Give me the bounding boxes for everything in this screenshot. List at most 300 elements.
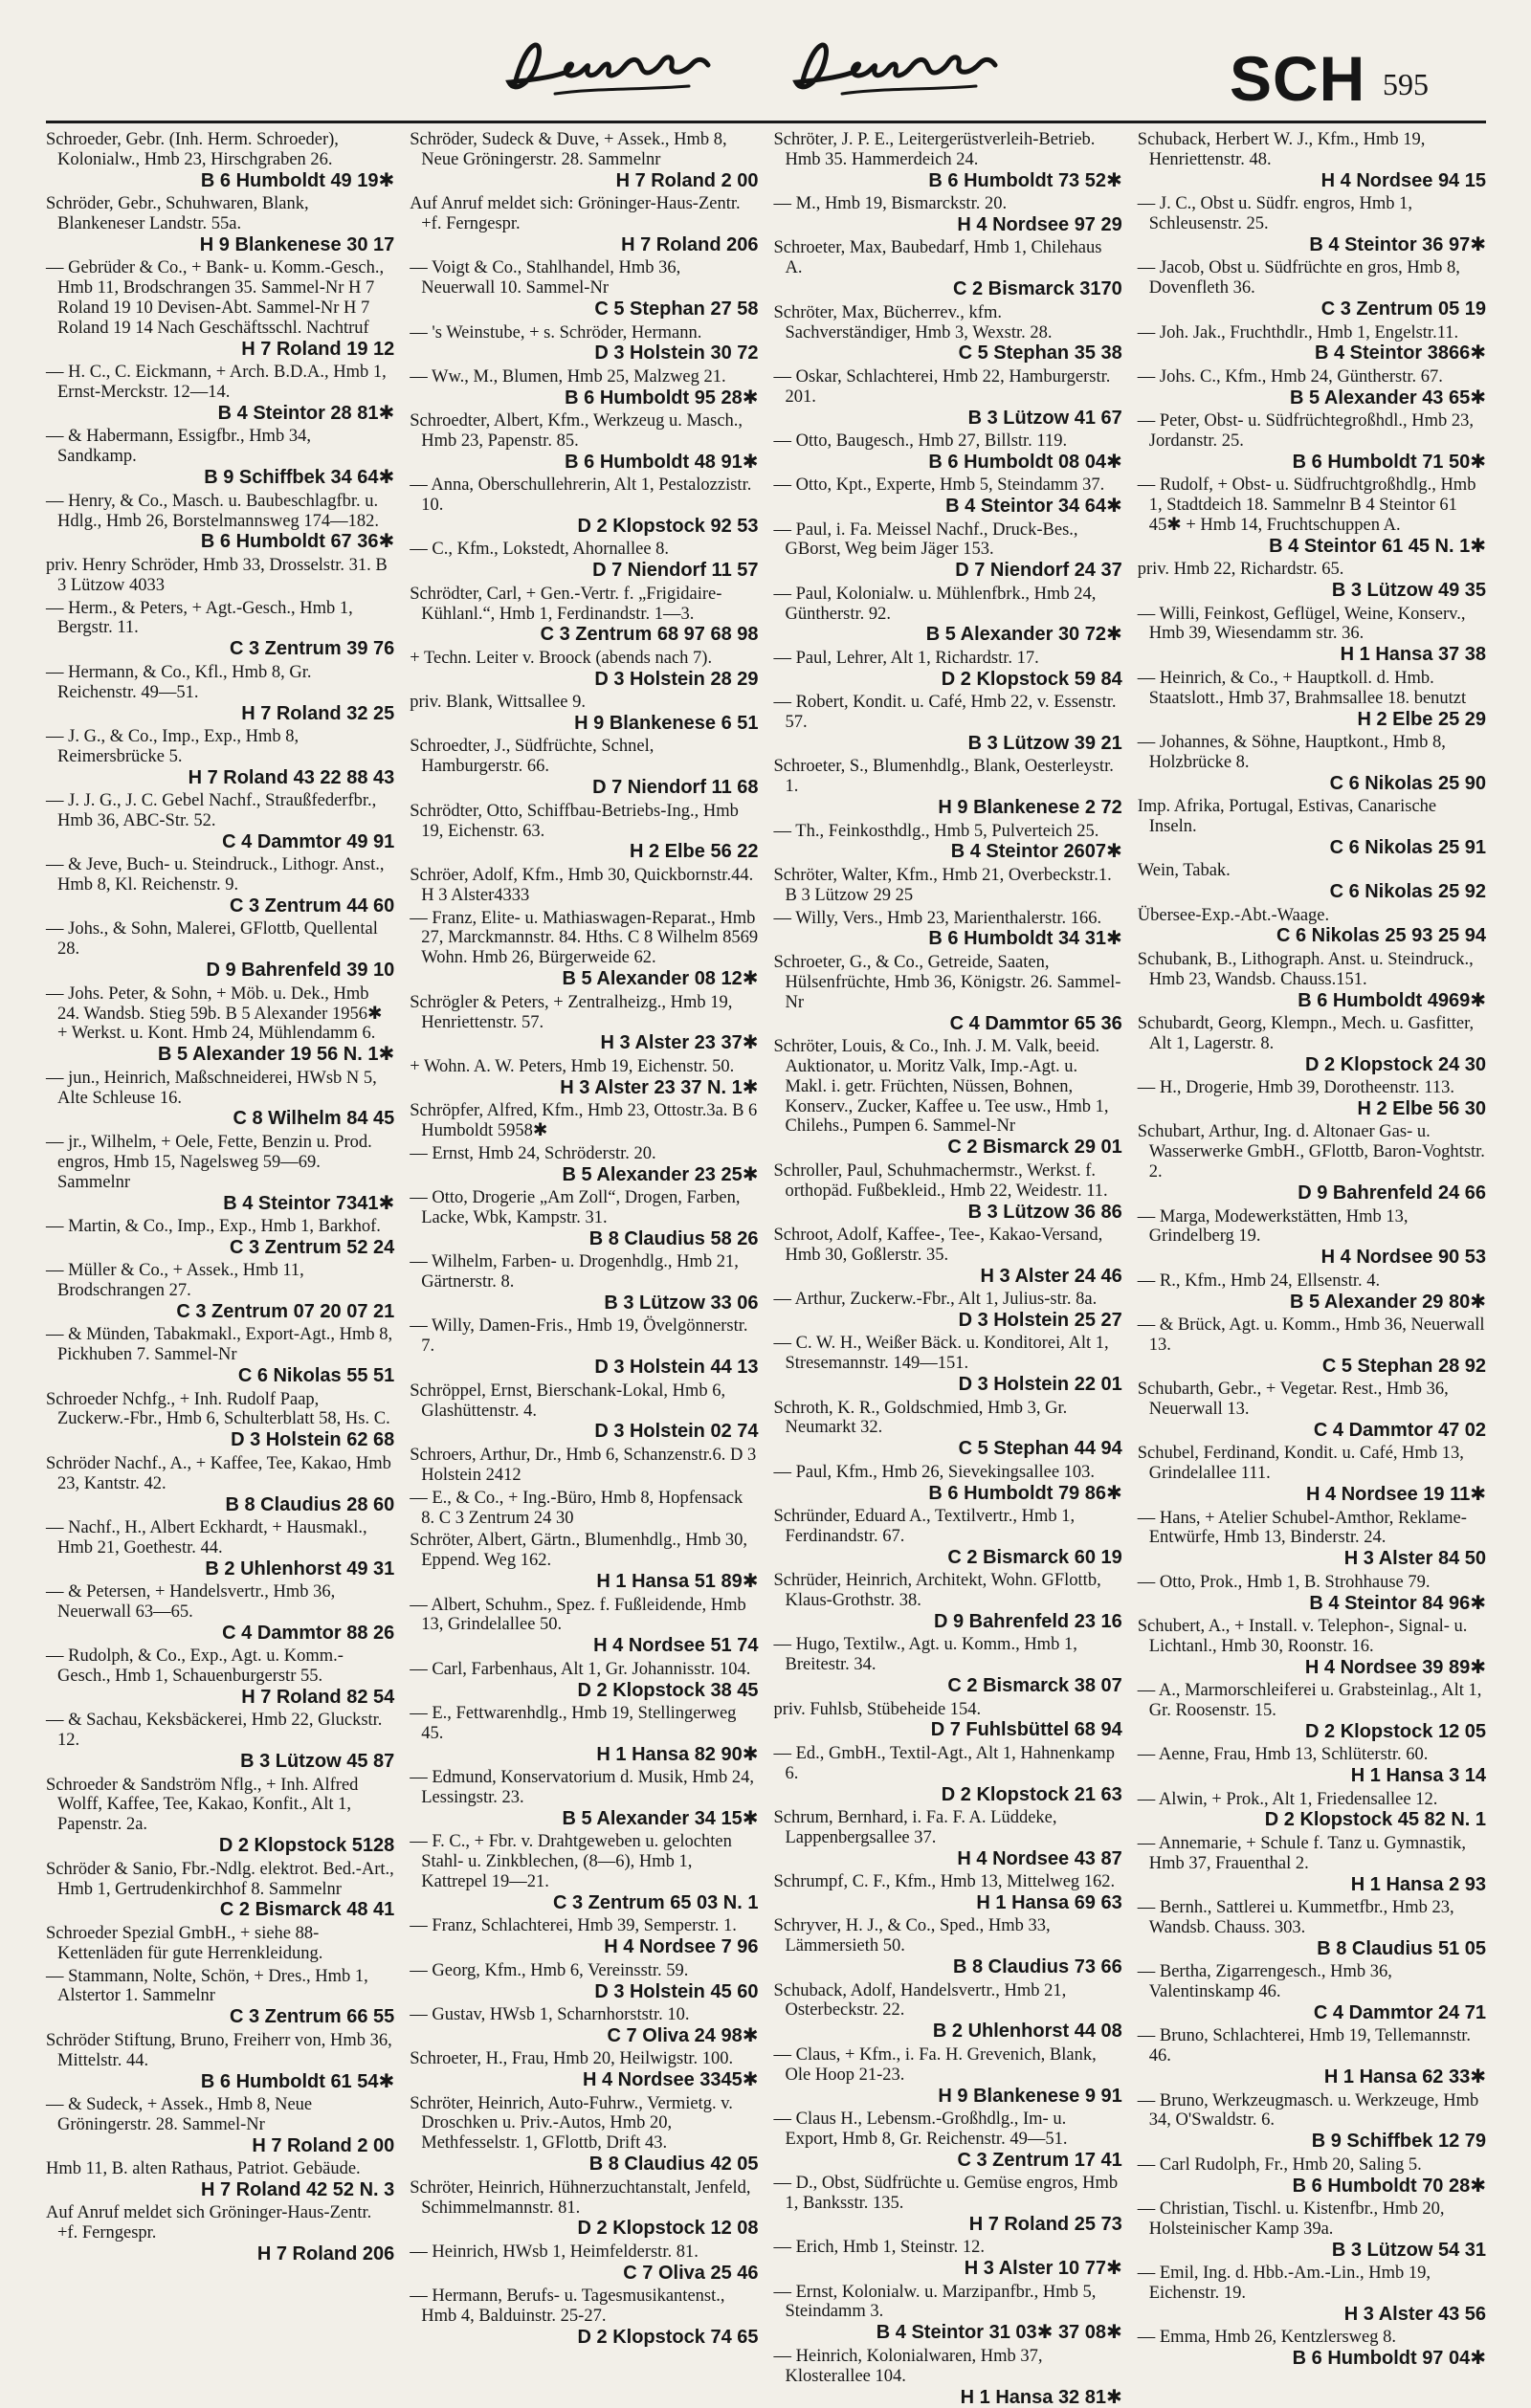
directory-entry — [46, 194, 394, 255]
entry-text: — Willi, Feinkost, Geflügel, Weine, Konserv., Hmb 39, Wiesendamm str. 36. — [1137, 604, 1466, 644]
entry-phone: D 3 Holstein 30 72 — [594, 342, 759, 365]
entry-phone: C 5 Stephan 35 38 — [958, 342, 1122, 365]
entry-phone: C 2 Bismarck 29 01 — [947, 1137, 1122, 1159]
directory-entry — [410, 1101, 758, 1141]
directory-entry — [1138, 1834, 1486, 1895]
entry-phone: H 9 Blankenese 6 51 — [574, 713, 759, 735]
directory-entry — [774, 2347, 1122, 2408]
entry-text: Schröter, Louis, & Co., Inh. J. M. Valk, beeid. Auktionator, u. Moritz Valk, Imp.-Agt. u. Makl. i. getr. Früchten, Nüssen, Bohnen, Konserv., Zucker, Kaffee u. Tee usw., Hmb 1, Chilehs., Pumpen 6. Sammel-Nr — [773, 1036, 1109, 1137]
directory-entry — [1138, 1790, 1486, 1831]
entry-phone: D 2 Klopstock 24 30 — [1305, 1053, 1486, 1075]
directory-entry — [410, 1446, 758, 1486]
entry-text: — & Jeve, Buch- u. Steindruck., Lithogr. Anst., Hmb 8, Kl. Reichenstr. 9. — [46, 855, 385, 895]
entry-text: Schröppel, Ernst, Bierschank-Lokal, Hmb 6, Glashüttenstr. 4. — [410, 1381, 726, 1421]
directory-columns — [46, 130, 1486, 2408]
entry-text: — Aenne, Frau, Hmb 13, Schlüterstr. 60. — [1137, 1745, 1429, 1765]
directory-entry — [774, 1507, 1122, 1568]
entry-text: — Johannes, & Söhne, Hauptkont., Hmb 8, Holzbrücke 8. — [1137, 732, 1446, 772]
directory-entry — [774, 1916, 1122, 1977]
directory-entry — [1138, 1271, 1486, 1313]
entry-text: — Hermann, & Co., Kfl., Hmb 8, Gr. Reichenstr. 49—51. — [46, 662, 312, 702]
directory-entry — [410, 2005, 758, 2046]
entry-phone: H 2 Elbe 25 29 — [1357, 708, 1486, 730]
directory-entry — [46, 1390, 394, 1451]
entry-phone: C 2 Bismarck 38 07 — [947, 1675, 1122, 1697]
entry-text: — Arthur, Zuckerw.-Fbr., Alt 1, Julius-str. 8a. — [773, 1290, 1098, 1310]
directory-entry — [410, 1252, 758, 1314]
entry-text: — Ed., GmbH., Textil-Agt., Alt 1, Hahnenkamp 6. — [773, 1743, 1116, 1783]
entry-phone: H 7 Roland 206 — [256, 2243, 395, 2265]
directory-entry — [774, 2238, 1122, 2279]
entry-phone: H 1 Hansa 32 81✱ — [960, 2386, 1122, 2408]
directory-entry — [1138, 1617, 1486, 1678]
directory-entry — [410, 1489, 758, 1529]
entry-text: Schuback, Adolf, Handelsvertr., Hmb 21, Osterbeckstr. 22. — [773, 1980, 1067, 2021]
entry-phone: B 3 Lützow 41 67 — [967, 407, 1122, 429]
directory-entry — [410, 1832, 758, 1913]
entry-text: — Otto, Prok., Hmb 1, B. Strohhause 79. — [1137, 1572, 1431, 1592]
entry-phone: C 3 Zentrum 66 55 — [229, 2006, 395, 2028]
directory-entry — [410, 2049, 758, 2090]
entry-text: Schröter, Max, Bücherrev., kfm. Sachverständiger, Hmb 3, Wexstr. 28. — [773, 302, 1053, 342]
entry-phone: B 6 Humboldt 4969✱ — [1298, 989, 1486, 1011]
entry-phone: B 3 Lützow 49 35 — [1331, 580, 1486, 602]
directory-entry — [1138, 2026, 1486, 2088]
directory-entry — [410, 1916, 758, 1957]
entry-phone: C 3 Zentrum 07 20 07 21 — [176, 1300, 395, 1322]
directory-entry — [410, 1057, 758, 1098]
entry-text: — Otto, Drogerie „Am Zoll“, Drogen, Farben, Lacke, Wbk, Kampstr. 31. — [410, 1188, 741, 1228]
directory-entry — [774, 2174, 1122, 2235]
entry-text: — Gustav, HWsb 1, Scharnhorststr. 10. — [410, 2004, 690, 2024]
entry-phone: H 1 Hansa 82 90✱ — [596, 1743, 759, 1765]
entry-text: Auf Anruf meldet sich: Gröninger-Haus-Zentr. +f. Ferngespr. — [410, 194, 741, 234]
directory-entry — [774, 1808, 1122, 1869]
directory-entry — [1138, 130, 1486, 191]
entry-text: priv. Blank, Wittsallee 9. — [410, 693, 586, 713]
entry-text: + Techn. Leiter v. Broock (abends nach 7). — [410, 648, 713, 668]
entry-phone: H 1 Hansa 51 89✱ — [596, 1571, 759, 1593]
directory-entry — [1138, 2264, 1486, 2325]
directory-entry — [410, 1188, 758, 1249]
entry-text: + Wohn. A. W. Peters, Hmb 19, Eichenstr. 50. — [410, 1056, 735, 1076]
entry-phone: C 3 Zentrum 17 41 — [957, 2149, 1122, 2171]
entry-text: Schröder, Sudeck & Duve, + Assek., Hmb 8, Neue Gröningerstr. 28. Sammelnr — [410, 130, 727, 169]
entry-text: — J. C., Obst u. Südfr. engros, Hmb 1, Schleusenstr. 25. — [1137, 194, 1413, 234]
directory-entry — [1138, 1509, 1486, 1570]
entry-phone: B 8 Claudius 58 26 — [588, 1227, 759, 1249]
entry-text: Schroeder Spezial GmbH., + siehe 88-Kettenläden für gute Herrenkleidung. — [46, 1923, 323, 1963]
entry-text: priv. Henry Schröder, Hmb 33, Drosselstr. 31. B 3 Lützow 4033 — [46, 555, 388, 595]
entry-text: — J. J. G., J. C. Gebel Nachf., Straußfederfbr., Hmb 36, ABC-Str. 52. — [46, 791, 377, 830]
directory-entry — [410, 737, 758, 798]
directory-entry — [1138, 1207, 1486, 1269]
directory-entry — [1138, 669, 1486, 730]
entry-text: Wein, Tabak. — [1137, 861, 1231, 881]
entry-phone: C 2 Bismarck 60 19 — [947, 1546, 1122, 1568]
directory-entry — [1138, 475, 1486, 557]
directory-entry — [1138, 1681, 1486, 1742]
directory-entry — [410, 1768, 758, 1829]
entry-phone: B 6 Humboldt 49 19✱ — [200, 169, 395, 191]
section-letters: SCH — [1230, 43, 1366, 114]
directory-entry — [410, 909, 758, 990]
entry-phone: C 6 Nikolas 25 93 25 94 — [1276, 925, 1486, 947]
entry-phone: C 3 Zentrum 52 24 — [229, 1236, 395, 1258]
entry-text: — Franz, Schlachterei, Hmb 39, Semperstr. 1. — [410, 1916, 737, 1936]
directory-entry — [46, 1582, 394, 1644]
entry-text: — Rudolph, & Co., Exp., Agt. u. Komm.-Gesch., Hmb 1, Schauenburgerstr 55. — [46, 1646, 344, 1687]
directory-entry — [46, 130, 394, 191]
entry-phone: D 2 Klopstock 45 82 N. 1 — [1264, 1809, 1486, 1831]
entry-phone: H 4 Nordsee 19 11✱ — [1306, 1484, 1486, 1506]
directory-entry — [1138, 323, 1486, 365]
entry-text: — jun., Heinrich, Maßschneiderei, HWsb N 5, Alte Schleuse 16. — [46, 1068, 377, 1108]
entry-text: — Willy, Vers., Hmb 23, Marienthalerstr. 166. — [773, 908, 1102, 928]
entry-text: — 's Weinstube, + s. Schröder, Hermann. — [410, 322, 702, 342]
entry-phone: C 3 Zentrum 44 60 — [229, 895, 395, 917]
entry-phone: C 6 Nikolas 25 92 — [1329, 881, 1486, 903]
entry-phone: H 2 Elbe 56 30 — [1357, 1098, 1486, 1120]
entry-text: — Emil, Ing. d. Hbb.-Am.-Lin., Hmb 19, Eichenstr. 19. — [1137, 2264, 1431, 2304]
entry-text: — & Münden, Tabakmakl., Export-Agt., Hmb 8, Pickhuben 7. Sammel-Nr — [46, 1325, 393, 1365]
directory-entry — [46, 1967, 394, 2028]
entry-text: Schrödter, Carl, + Gen.-Vertr. f. „Frigidaire-Kühlanl.“, Hmb 1, Ferdinandstr. 1—3. — [410, 584, 722, 624]
entry-text: Schubart, Arthur, Ing. d. Altonaer Gas- u. Wasserwerke GmbH., GFlottb, Baron-Voghtstr. 2. — [1137, 1122, 1485, 1182]
entry-text: — Paul, Kolonialw. u. Mühlenfbrk., Hmb 24, Güntherstr. 92. — [773, 584, 1097, 624]
entry-text: — Rudolf, + Obst- u. Südfruchtgroßhdlg., Hmb 1, Stadtdeich 18. Sammelnr B 4 Steintor 61 45✱ + Hmb 14, Fruchtschuppen A. — [1137, 475, 1476, 536]
entry-phone: C 8 Wilhelm 84 45 — [233, 1108, 395, 1130]
entry-text: — Peter, Obst- u. Südfrüchtegroßhdl., Hmb 23, Jordanstr. 25. — [1137, 411, 1474, 451]
column-1 — [46, 130, 394, 2326]
directory-entry — [1138, 194, 1486, 255]
entry-text: — Bruno, Werkzeugmasch. u. Werkzeuge, Hmb 34, O'Swaldstr. 6. — [1137, 2090, 1479, 2131]
entry-phone: D 9 Bahrenfeld 23 16 — [934, 1610, 1122, 1632]
entry-text: — Ernst, Hmb 24, Schröderstr. 20. — [410, 1143, 656, 1163]
directory-entry — [410, 693, 758, 734]
directory-entry — [410, 258, 758, 320]
entry-text: — Georg, Kfm., Hmb 6, Vereinsstr. 59. — [410, 1960, 689, 1980]
directory-entry — [46, 1069, 394, 1130]
directory-entry — [46, 2095, 394, 2156]
entry-text: — Jacob, Obst u. Südfrüchte en gros, Hmb 8, Dovenfleth 36. — [1137, 258, 1460, 298]
directory-entry — [1138, 1962, 1486, 2023]
entry-phone: H 1 Hansa 69 63 — [976, 1892, 1122, 1914]
entry-phone: H 7 Roland 19 12 — [241, 338, 395, 360]
directory-entry — [46, 855, 394, 917]
entry-phone: B 9 Schiffbek 12 79 — [1311, 2131, 1486, 2153]
directory-entry — [46, 427, 394, 488]
entry-phone: C 7 Oliva 24 98✱ — [607, 2024, 759, 2046]
entry-phone: C 5 Stephan 44 94 — [958, 1438, 1122, 1460]
entry-text: Schroeter, H., Frau, Hmb 20, Heilwigstr. 100. — [410, 2049, 734, 2069]
directory-entry — [774, 1037, 1122, 1159]
entry-text: Schröter, J. P. E., Leitergerüstverleih-Betrieb. Hmb 35. Hammerdeich 24. — [773, 130, 1096, 169]
entry-phone: D 2 Klopstock 38 45 — [577, 1679, 759, 1701]
entry-phone: H 9 Blankenese 2 72 — [938, 797, 1122, 819]
directory-entry — [46, 1518, 394, 1580]
page-header — [0, 0, 1531, 124]
entry-phone: B 6 Humboldt 61 54✱ — [200, 2070, 395, 2092]
entry-phone: D 3 Holstein 02 74 — [594, 1421, 759, 1443]
directory-entry — [774, 822, 1122, 863]
directory-entry — [1138, 1444, 1486, 1505]
entry-text: — Stammann, Nolte, Schön, + Dres., Hmb 1, Alstertor 1. Sammelnr — [46, 1966, 368, 2006]
directory-entry — [410, 1531, 758, 1592]
entry-phone: H 7 Roland 25 73 — [968, 2213, 1122, 2235]
entry-text: Schrüder, Heinrich, Architekt, Wohn. GFlottb, Klaus-Grothstr. 38. — [773, 1571, 1101, 1611]
entry-phone: B 6 Humboldt 67 36✱ — [200, 531, 395, 553]
directory-entry — [774, 475, 1122, 517]
entry-text: — Johs., & Sohn, Malerei, GFlottb, Quellental 28. — [46, 919, 378, 960]
directory-entry — [774, 693, 1122, 754]
directory-entry — [774, 953, 1122, 1034]
directory-entry — [410, 130, 758, 191]
directory-entry — [46, 2203, 394, 2264]
entry-text: Schroeter, Max, Baubedarf, Hmb 1, Chilehaus A. — [773, 238, 1102, 278]
entry-text: Übersee-Exp.-Abt.-Waage. — [1137, 905, 1330, 925]
entry-text: Schröpfer, Alfred, Kfm., Hmb 23, Ottostr.3a. B 6 Humboldt 5958✱ — [410, 1101, 758, 1140]
entry-text: Schröder, Gebr., Schuhwaren, Blank, Blankeneser Landstr. 55a. — [46, 194, 309, 234]
entry-phone: B 4 Steintor 31 03✱ 37 08✱ — [876, 2322, 1122, 2344]
entry-text: — Emma, Hmb 26, Kentzlersweg 8. — [1137, 2328, 1396, 2348]
entry-text: — Joh. Jak., Fruchthdlr., Hmb 1, Engelstr.11. — [1137, 322, 1459, 342]
directory-entry — [410, 475, 758, 537]
entry-phone: B 6 Humboldt 97 04✱ — [1292, 2348, 1486, 2370]
entry-phone: D 2 Klopstock 12 08 — [577, 2218, 759, 2240]
entry-text: — Carl, Farbenhaus, Alt 1, Gr. Johannisstr. 104. — [410, 1659, 751, 1679]
directory-entry — [46, 984, 394, 1066]
entry-text: Schubert, A., + Install. v. Telephon-, Signal- u. Lichtanl., Hmb 30, Roonstr. 16. — [1137, 1616, 1468, 1656]
entry-phone: C 6 Nikolas 25 91 — [1329, 836, 1486, 858]
entry-text: — & Brück, Agt. u. Komm., Hmb 36, Neuerwall 13. — [1137, 1314, 1485, 1355]
entry-text: — Edmund, Konservatorium d. Musik, Hmb 24, Lessingstr. 23. — [410, 1768, 754, 1808]
entry-phone: D 7 Niendorf 24 37 — [955, 560, 1122, 582]
entry-phone: B 3 Lützow 39 21 — [967, 732, 1122, 754]
entry-text: — & Habermann, Essigfbr., Hmb 34, Sandkamp. — [46, 427, 311, 467]
entry-text: — Claus H., Lebensm.-Großhdlg., Im- u. Export, Hmb 8, Gr. Reichenstr. 49—51. — [773, 2109, 1068, 2149]
entry-text: Schroers, Arthur, Dr., Hmb 6, Schanzenstr.6. D 3 Holstein 2412 — [410, 1445, 757, 1485]
entry-phone: B 4 Steintor 28 81✱ — [217, 403, 395, 425]
entry-text: — & Sachau, Keksbäckerei, Hmb 22, Gluckstr. 12. — [46, 1711, 383, 1751]
directory-entry — [1138, 1014, 1486, 1075]
directory-entry — [410, 1596, 758, 1657]
entry-phone: H 7 Roland 42 52 N. 3 — [200, 2179, 395, 2200]
entry-phone: C 5 Stephan 27 58 — [594, 298, 759, 320]
entry-text: Schrögler & Peters, + Zentralheizg., Hmb 19, Henriettenstr. 57. — [410, 992, 733, 1032]
directory-entry — [410, 2286, 758, 2348]
entry-text: — F. C., + Fbr. v. Drahtgeweben u. gelochten Stahl- u. Zinkblechen, (8—6), Hmb 1, Kattrepel 19—21. — [410, 1832, 732, 1892]
entry-text: Schröder & Sanio, Fbr.-Ndlg. elektrot. Bed.-Art., Hmb 1, Gertrudenkirchhof 8. Sammelnr — [46, 1859, 394, 1899]
entry-phone: B 4 Steintor 84 96✱ — [1309, 1592, 1486, 1614]
directory-entry — [410, 367, 758, 409]
directory-entry — [1138, 2199, 1486, 2261]
entry-phone: B 5 Alexander 30 72✱ — [925, 624, 1122, 646]
entry-phone: D 7 Fuhlsbüttel 68 94 — [930, 1719, 1122, 1741]
entry-phone: B 2 Uhlenhorst 44 08 — [932, 2021, 1122, 2043]
entry-text: — C. W. H., Weißer Bäck. u. Konditorei, Alt 1, Stresemannstr. 149—151. — [773, 1334, 1109, 1374]
directory-entry — [1138, 1122, 1486, 1204]
directory-entry — [1138, 1078, 1486, 1119]
entry-phone: H 4 Nordsee 90 53 — [1320, 1247, 1486, 1269]
entry-phone: C 4 Dammtor 47 02 — [1313, 1419, 1486, 1441]
entry-text: Hmb 11, B. alten Rathaus, Patriot. Gebäude. — [46, 2159, 361, 2179]
entry-text: priv. Hmb 22, Richardstr. 65. — [1137, 560, 1344, 580]
entry-text: — H. C., C. Eickmann, + Arch. B.D.A., Hmb 1, Ernst-Merckstr. 12—14. — [46, 363, 387, 403]
entry-phone: B 5 Alexander 08 12✱ — [562, 968, 759, 990]
entry-text: Schroeter, S., Blumenhdlg., Blank, Oesterleystr. 1. — [773, 757, 1114, 797]
entry-text: — Heinrich, & Co., + Hauptkoll. d. Hmb. Staatslott., Hmb 37, Brahmsallee 18. benutzt — [1137, 668, 1467, 708]
directory-entry — [46, 2159, 394, 2200]
entry-text: Schröter, Albert, Gärtn., Blumenhdlg., Hmb 30, Eppend. Weg 162. — [410, 1531, 748, 1571]
directory-entry — [774, 303, 1122, 365]
entry-phone: D 9 Bahrenfeld 24 66 — [1298, 1182, 1486, 1204]
entry-text: — Marga, Modewerkstätten, Hmb 13, Grindelberg 19. — [1137, 1206, 1409, 1247]
directory-entry — [774, 2283, 1122, 2344]
directory-entry — [1138, 605, 1486, 666]
entry-text: priv. Fuhlsb, Stübeheide 154. — [773, 1699, 982, 1719]
entry-phone: D 3 Holstein 62 68 — [231, 1429, 395, 1451]
entry-text: Schroeter, G., & Co., Getreide, Saaten, Hülsenfrüchte, Hmb 36, Königstr. 26. Sammel-Nr — [773, 952, 1121, 1012]
entry-phone: H 9 Blankenese 30 17 — [199, 233, 395, 255]
directory-entry — [410, 802, 758, 863]
directory-entry — [410, 1144, 758, 1185]
directory-entry — [1138, 797, 1486, 858]
entry-text: Imp. Afrika, Portugal, Estivas, Canarische Inseln. — [1137, 797, 1437, 836]
entry-phone: B 5 Alexander 29 80✱ — [1289, 1291, 1486, 1313]
entry-phone: B 4 Steintor 2607✱ — [950, 841, 1122, 863]
entry-text: — & Petersen, + Handelsvertr., Hmb 36, Neuerwall 63—65. — [46, 1582, 336, 1622]
entry-phone: B 6 Humboldt 73 52✱ — [928, 169, 1122, 191]
entry-text: Schroeder Nchfg., + Inh. Rudolf Paap, Zuckerw.-Fbr., Hmb 6, Schulterblatt 58, Hs. C. — [46, 1389, 390, 1429]
entry-phone: D 3 Holstein 25 27 — [958, 1309, 1122, 1331]
entry-text: — E., Fettwarenhdlg., Hmb 19, Stellingerweg 45. — [410, 1704, 737, 1743]
entry-phone: D 3 Holstein 44 13 — [594, 1357, 759, 1379]
entry-text: — Nachf., H., Albert Eckhardt, + Hausmakl., Hmb 21, Goethestr. 44. — [46, 1517, 367, 1557]
directory-entry — [1138, 733, 1486, 794]
signature-logo-icon — [785, 27, 1005, 105]
directory-entry — [774, 1571, 1122, 1632]
entry-phone: C 3 Zentrum 65 03 N. 1 — [552, 1892, 759, 1914]
entry-text: Schryver, H. J., & Co., Sped., Hmb 33, Lämmersieth 50. — [773, 1916, 1051, 1956]
entry-phone: H 4 Nordsee 43 87 — [957, 1847, 1122, 1869]
directory-entry — [46, 663, 394, 724]
entry-text: Schrum, Bernhard, i. Fa. F. A. Lüddeke, Lappenbergsallee 37. — [773, 1807, 1057, 1847]
entry-phone: H 3 Alster 23 37✱ — [600, 1032, 759, 1054]
directory-entry — [774, 1635, 1122, 1696]
entry-text: — Hans, + Atelier Schubel-Amthor, Reklame-Entwürfe, Hmb 13, Binderstr. 24. — [1137, 1508, 1467, 1548]
column-2 — [410, 130, 759, 2348]
directory-entry — [410, 585, 758, 646]
directory-entry — [1138, 2091, 1486, 2153]
directory-entry — [774, 520, 1122, 582]
directory-entry — [774, 367, 1122, 429]
entry-phone: H 7 Roland 43 22 88 43 — [188, 766, 395, 788]
entry-text: — Gebrüder & Co., + Bank- u. Komm.-Gesch., Hmb 11, Brodschrangen 35. Sammel-Nr H 7 Roland 19 10 Devisen-Abt. Sammel-Nr H 7 Roland 19 14 Nach Geschäftsschl. Nachtruf — [46, 258, 385, 339]
lewinsky-logo-left — [498, 27, 718, 105]
entry-phone: B 8 Claudius 73 66 — [953, 1956, 1122, 1978]
directory-entry — [46, 791, 394, 852]
directory-entry — [46, 599, 394, 660]
directory-entry — [46, 727, 394, 788]
entry-phone: B 9 Schiffbek 34 64✱ — [204, 467, 395, 489]
entry-phone: B 6 Humboldt 79 86✱ — [928, 1482, 1122, 1504]
directory-entry — [1138, 1898, 1486, 1959]
entry-text: Schroedter, J., Südfrüchte, Schnel, Hamburgerstr. 66. — [410, 737, 655, 777]
entry-text: — Willy, Damen-Fris., Hmb 19, Övelgönnerstr. 7. — [410, 1316, 748, 1357]
directory-entry — [1138, 367, 1486, 409]
entry-text: Schröder Nachf., A., + Kaffee, Tee, Kakao, Hmb 23, Kantstr. 42. — [46, 1453, 391, 1493]
directory-entry — [1138, 950, 1486, 1011]
entry-phone: H 4 Nordsee 51 74 — [593, 1635, 759, 1657]
entry-text: Schröter, Heinrich, Hühnerzuchtanstalt, Jenfeld, Schimmelmannstr. 81. — [410, 2177, 751, 2218]
entry-text: Schrödter, Otto, Schiffbau-Betriebs-Ing., Hmb 19, Eichenstr. 63. — [410, 801, 739, 841]
entry-text: — Otto, Kpt., Experte, Hmb 5, Steindamm 37. — [773, 475, 1105, 496]
entry-phone: C 4 Dammtor 65 36 — [949, 1012, 1122, 1034]
entry-text: — Christian, Tischl. u. Kistenfbr., Hmb 20, Holsteinischer Kamp 39a. — [1137, 2199, 1445, 2239]
directory-entry — [46, 2031, 394, 2092]
entry-text: — E., & Co., + Ing.-Büro, Hmb 8, Hopfensack 8. C 3 Zentrum 24 30 — [410, 1488, 743, 1528]
directory-entry — [46, 1924, 394, 1964]
entry-phone: C 2 Bismarck 48 41 — [219, 1899, 395, 1921]
entry-text: — Otto, Baugesch., Hmb 27, Billstr. 119. — [773, 431, 1068, 451]
entry-text: — Alwin, + Prok., Alt 1, Friedensallee 12. — [1137, 1789, 1438, 1809]
entry-phone: H 1 Hansa 37 38 — [1340, 644, 1486, 666]
entry-phone: H 1 Hansa 3 14 — [1350, 1765, 1486, 1787]
directory-entry — [46, 1646, 394, 1708]
directory-entry — [774, 757, 1122, 818]
entry-phone: D 3 Holstein 45 60 — [594, 1980, 759, 2002]
directory-entry — [410, 323, 758, 365]
entry-text: — Th., Feinkosthdlg., Hmb 5, Pulverteich 25. — [773, 821, 1099, 841]
entry-text: Schröter, Heinrich, Auto-Fuhrw., Vermietg. v. Droschken u. Priv.-Autos, Hmb 20, Methfesselstr. 1, GFlottb, Drift 43. — [410, 2093, 733, 2154]
entry-text: — Anna, Oberschullehrerin, Alt 1, Pestalozzistr. 10. — [410, 475, 752, 516]
entry-text: — Franz, Elite- u. Mathiaswagen-Reparat., Hmb 27, Marckmannstr. 84. Hths. C 8 Wilhelm 8569 Wohn. Hmb 26, Bürgerweide 62. — [410, 908, 759, 968]
directory-entry — [774, 585, 1122, 646]
entry-text: — H., Drogerie, Hmb 39, Dorotheenstr. 113. — [1137, 1078, 1454, 1098]
entry-phone: C 4 Dammtor 49 91 — [222, 830, 395, 852]
entry-text: Schroller, Paul, Schuhmachermstr., Werkst. f. orthopäd. Fußbekleid., Hmb 22, Weidestr. 11. — [773, 1160, 1108, 1201]
directory-entry — [410, 1961, 758, 2002]
entry-phone: H 7 Roland 2 00 — [252, 2134, 395, 2156]
directory-entry — [410, 540, 758, 581]
directory-entry — [46, 1711, 394, 1772]
entry-text: Schroeder & Sandström Nflg., + Inh. Alfred Wolff, Kaffee, Tee, Kakao, Konfit., Alt 1, Papenstr. 2a. — [46, 1775, 359, 1835]
entry-phone: B 8 Claudius 28 60 — [225, 1493, 395, 1515]
entry-text: — R., Kfm., Hmb 24, Ellsenstr. 4. — [1137, 1270, 1381, 1291]
directory-entry — [46, 492, 394, 553]
entry-text: — Bernh., Sattlerei u. Kummetfbr., Hmb 23, Wandsb. Chauss. 303. — [1137, 1898, 1454, 1937]
entry-phone: B 6 Humboldt 08 04✱ — [928, 451, 1122, 473]
entry-phone: B 4 Steintor 7341✱ — [223, 1192, 395, 1214]
directory-entry — [46, 919, 394, 981]
directory-entry — [774, 1700, 1122, 1741]
entry-phone: H 7 Roland 206 — [621, 233, 759, 255]
entry-phone: B 3 Lützow 33 06 — [604, 1292, 759, 1314]
entry-phone: B 3 Lützow 36 86 — [967, 1201, 1122, 1223]
entry-phone: C 6 Nikolas 25 90 — [1329, 772, 1486, 794]
directory-entry — [1138, 1380, 1486, 1441]
entry-phone: B 3 Lützow 54 31 — [1331, 2239, 1486, 2261]
entry-text: Schröter, Walter, Kfm., Hmb 21, Overbeckstr.1. B 3 Lützow 29 25 — [773, 865, 1112, 905]
entry-text: — C., Kfm., Lokstedt, Ahornallee 8. — [410, 540, 670, 560]
directory-entry — [46, 1133, 394, 1214]
entry-phone: B 4 Steintor 61 45 N. 1✱ — [1269, 535, 1486, 557]
directory-entry — [410, 411, 758, 473]
directory-entry — [774, 1463, 1122, 1504]
directory-entry — [1138, 1573, 1486, 1614]
entry-text: — J. G., & Co., Imp., Exp., Hmb 8, Reimersbrücke 5. — [46, 726, 300, 766]
